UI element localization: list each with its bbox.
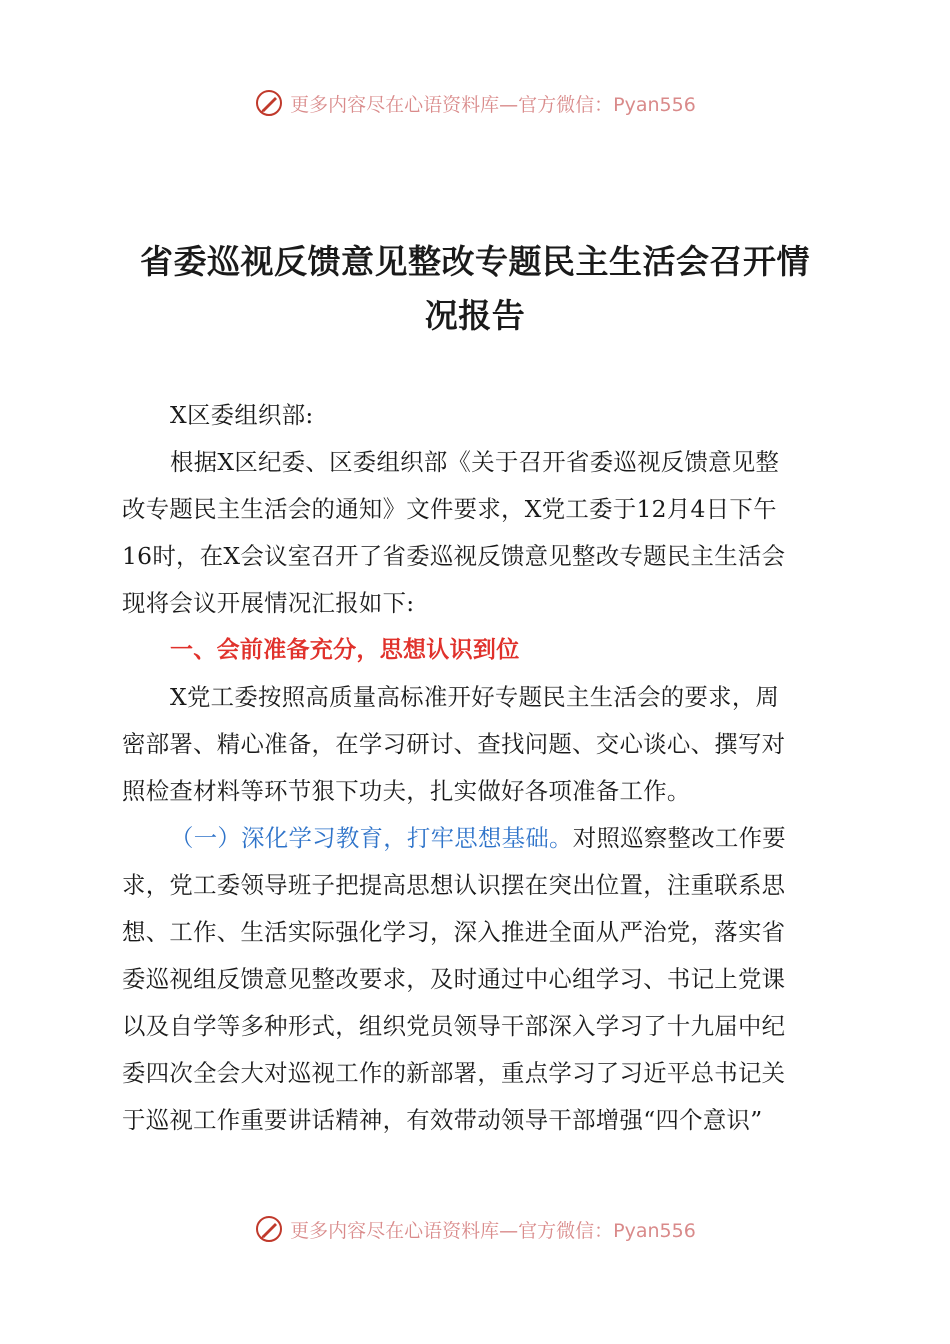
watermark-text: 更多内容尽在心语资料库—官方微信：Pyan556 — [290, 1219, 696, 1242]
watermark-text: 更多内容尽在心语资料库—官方微信：Pyan556 — [290, 93, 696, 116]
subsection-first-rest: 对照巡察整改工作要 — [572, 824, 786, 852]
section-line: 密部署、精心准备，在学习研讨、查找问题、交心谈心、撰写对 — [122, 730, 786, 758]
document-title — [0, 235, 950, 343]
watermark-footer — [0, 1214, 950, 1244]
subsection-heading: （一）深化学习教育，打牢思想基础。 — [170, 824, 573, 852]
salutation: X区委组织部: — [170, 401, 314, 429]
section-line: X党工委按照高质量高标准开好专题民主生活会的要求，周 — [170, 683, 780, 711]
intro-line: 改专题民主生活会的通知》文件要求，X党工委于12月4日下午 — [122, 495, 777, 523]
pen-logo-icon — [254, 1214, 284, 1244]
subsection-line: 求，党工委领导班子把提高思想认识摆在突出位置，注重联系思 — [122, 871, 786, 899]
section-heading: 一、会前准备充分，思想认识到位 — [170, 637, 520, 663]
subsection-line: 委巡视组反馈意见整改要求，及时通过中心组学习、书记上党课 — [122, 965, 786, 993]
title-line-2: 况报告 — [424, 296, 526, 335]
subsection-first-line — [122, 815, 836, 862]
subsection-line: 以及自学等多种形式，组织党员领导干部深入学习了十九届中纪 — [122, 1012, 786, 1040]
intro-line: 16时，在X会议室召开了省委巡视反馈意见整改专题民主生活会 — [122, 542, 786, 570]
subsection-line: 委四次全会大对巡视工作的新部署，重点学习了习近平总书记关 — [122, 1059, 786, 1087]
subsection-line: 想、工作、生活实际强化学习，深入推进全面从严治党，落实省 — [122, 918, 786, 946]
subsection-line: 于巡视工作重要讲话精神，有效带动领导干部增强“四个意识” — [122, 1106, 763, 1134]
document-body — [122, 392, 836, 1144]
intro-line: 现将会议开展情况汇报如下: — [122, 589, 415, 617]
watermark-header — [0, 88, 950, 118]
section-line: 照检查材料等环节狠下功夫，扎实做好各项准备工作。 — [122, 777, 691, 805]
pen-logo-icon — [254, 88, 284, 118]
title-line-1: 省委巡视反馈意见整改专题民主生活会召开情 — [140, 242, 810, 281]
intro-line: 根据X区纪委、区委组织部《关于召开省委巡视反馈意见整 — [170, 448, 780, 476]
